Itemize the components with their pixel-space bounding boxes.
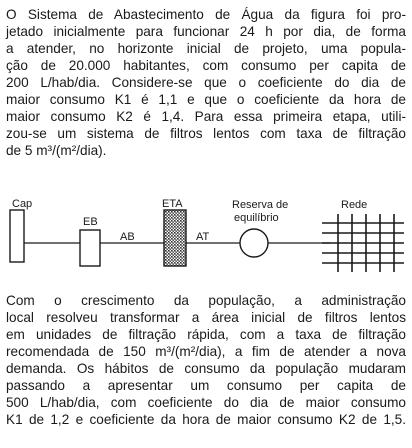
eta-label: ETA [162,198,183,210]
text-line: 500 L/hab/dia, com coeficiente do dia de maior consumo [6,395,406,410]
water-supply-diagram [0,196,412,282]
text-line: O Sistema de Abastecimento de Água da figura foi pro- [6,7,406,22]
distribution-network-grid [322,214,404,272]
text-line: maior consumo K1 é 1,1 e que o coeficiente da hora de [6,92,406,107]
text-line: maior consumo K2 é 1,4. Para essa primeira etapa, utili- [6,109,406,124]
text-line: a atender, no horizonte inicial de projeto, uma popula- [6,41,406,56]
ab-label: AB [120,231,135,243]
text-line: K1 de 1,2 e coeficiente da hora de maior consumo K2 de 1,5. [6,412,406,427]
problem-paragraph-2 [6,292,406,428]
reserva-label-line2: equilíbrio [234,212,279,224]
reservoir-circle [240,229,268,257]
text-line: Com o crescimento da população, a administração [6,293,406,308]
rede-label: Rede [341,199,368,211]
intake-box [10,210,24,262]
reserva-label-line1: Reserva de [232,199,289,211]
at-label: AT [196,231,210,243]
eb-label: EB [83,216,98,228]
cap-label: Cap [12,198,33,210]
problem-paragraph-1 [6,6,406,159]
text-line: local resolveu transformar a área inicial de filtros lentos [6,310,406,325]
pumping-station-box [80,230,100,266]
text-line: 200 L/hab/dia. Considere-se que o coeficiente do dia de [6,75,406,90]
text-line: de 5 m³/(m²/dia). [6,143,107,158]
text-line: recomendada de 150 m³/(m²/dia), a fim de atender a nova [6,344,406,359]
text-line: ção de 20.000 habitantes, com consumo per capita de [6,58,406,73]
treatment-plant-box [164,210,186,266]
text-line: jetado inicialmente para funcionar 24 h por dia, de forma [6,24,406,39]
text-line: em unidades de filtração rápida, com a taxa de filtração [6,327,406,342]
text-line: passando a apresentar um consumo per capita de [6,378,406,393]
text-line: demanda. Os hábitos de consumo da população mudaram [6,361,406,376]
text-line: zou-se um sistema de filtros lentos com taxa de filtração [6,126,406,141]
